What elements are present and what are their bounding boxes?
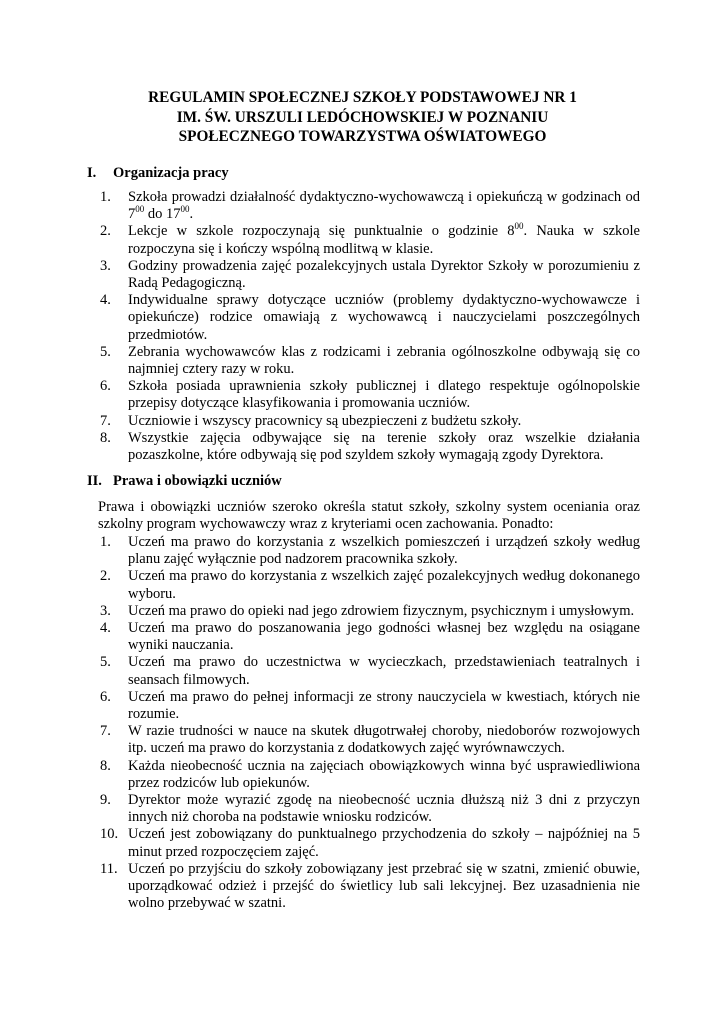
section-2-number: II.	[87, 473, 102, 489]
section-1-number: I.	[87, 165, 97, 181]
list-item: 2. Lekcje w szkole rozpoczynają się punktualnie o godzinie $8^{00}$. Nauka w szkole rozpoczyna się i kończy wspólną modlitwą w klasie.	[100, 221, 640, 257]
list-item: 3. Uczeń ma prawo do opieki nad jego zdrowiem fizycznym, psychicznym i umysłowym.	[100, 602, 635, 619]
title-line-2: IM. ŚW. URSZULI LEDÓCHOWSKIEJ W POZNANIU	[176, 108, 549, 126]
section-2-intro: Prawa i obowiązki uczniów szeroko określa statut szkoły, szkolny system oceniania oraz szkolny program wychowawczy wraz z kryteriami ocen zachowania. Ponadto:	[98, 499, 640, 533]
list-item: 7. W razie trudności w nauce na skutek długotrwałej choroby, niedoborów rozwojowych itp. uczeń ma prawo do korzystania z dodatkowych zajęć wyrównawczych.	[100, 723, 640, 757]
section-2-title: Prawa i obowiązki uczniów	[113, 473, 282, 489]
list-item: 4. Indywidualne sprawy dotyczące uczniów (problemy dydaktyczno-wychowawcze i opiekuńcze) rodzice omawiają z wychowawcą i nauczycielami poszczególnych przedmiotów.	[100, 292, 640, 343]
list-item: 6. Uczeń ma prawo do pełnej informacji ze strony nauczyciela w kwestiach, których nie rozumie.	[100, 688, 640, 723]
section-1-heading	[87, 165, 229, 182]
list-item: 8. Każda nieobecność ucznia na zajęciach obowiązkowych winna być usprawiedliwiona przez rodziców lub opiekunów.	[100, 757, 640, 791]
title-line-1: REGULAMIN SPOŁECZNEJ SZKOŁY PODSTAWOWEJ NR 1	[148, 89, 577, 106]
document-title	[0, 88, 725, 147]
list-item: 1. Uczeń ma prawo do korzystania z wszelkich pomieszczeń i urządzeń szkoły według planu zajęć wyłącznie pod nadzorem pracownika szkoły.	[100, 534, 640, 568]
list-item: 7. Uczniowie i wszyscy pracownicy są ubezpieczeni z budżetu szkoły.	[100, 412, 522, 429]
list-item: 5. Uczeń ma prawo do uczestnictwa w wycieczkach, przedstawieniach teatralnych i seansach filmowych.	[100, 654, 640, 688]
list-item: 3. Godziny prowadzenia zajęć pozalekcyjnych ustala Dyrektor Szkoły w porozumieniu z Radą Pedagogiczną.	[100, 257, 640, 292]
section-1-title: Organizacja pracy	[113, 165, 229, 181]
list-item: 4. Uczeń ma prawo do poszanowania jego godności własnej bez względu na osiągane wyniki nauczania.	[100, 620, 640, 654]
list-item: 2. Uczeń ma prawo do korzystania z wszelkich zajęć pozalekcyjnych według dokonanego wyboru.	[100, 568, 640, 602]
list-item: 1. Szkoła prowadzi działalność dydaktyczno-wychowawczą i opiekuńczą w godzinach od $7^{00}$ do $17^{00}$.	[100, 189, 640, 223]
list-item: 8. Wszystkie zajęcia odbywające się na terenie szkoły oraz wszelkie działania pozaszkolne, które odbywają się pod szyldem szkoły wymagają zgody Dyrektora.	[100, 429, 640, 464]
section-2-list	[100, 534, 640, 912]
list-item: 11. Uczeń po przyjściu do szkoły zobowiązany jest przebrać się w szatni, zmienić obuwie, uporządkować odzież i przejść do świetlicy lub sali lekcyjnej. Bez uzasadnienia nie wolno przebywać w szatni.	[100, 860, 640, 912]
section-1-list	[100, 189, 640, 464]
list-item: 5. Zebrania wychowawców klas z rodzicami i zebrania ogólnoszkolne odbywają się co najmniej cztery razy w roku.	[100, 343, 640, 378]
list-item: 10. Uczeń jest zobowiązany do punktualnego przychodzenia do szkoły – najpóźniej na 5 minut przed rozpoczęciem zajęć.	[100, 826, 640, 860]
title-line-3: SPOŁECZNEGO TOWARZYSTWA OŚWIATOWEGO	[178, 128, 547, 145]
list-item: 9. Dyrektor może wyrazić zgodę na nieobecność ucznia dłuższą niż 3 dni z przyczyn innych niż choroba na podstawie wniosku rodziców.	[100, 792, 640, 826]
section-2-heading	[87, 473, 282, 490]
list-item: 6. Szkoła posiada uprawnienia szkoły publicznej i dlatego respektuje ogólnopolskie przepisy dotyczące klasyfikowania i promowania uczniów.	[100, 378, 640, 412]
